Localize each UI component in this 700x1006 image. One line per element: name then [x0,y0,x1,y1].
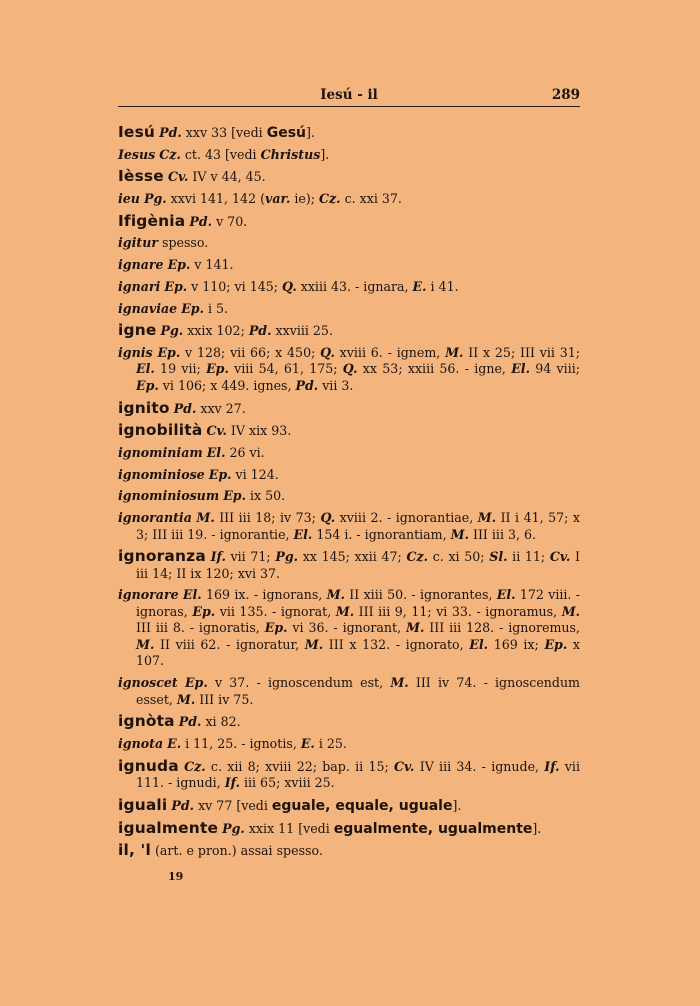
printer-signature: 19 [168,870,184,883]
entry-text: egualmente, ugualmente [333,820,533,837]
entry-text: i 5. [204,300,229,316]
entry-text: viii 54, 61, 175; [228,361,343,377]
dictionary-entry [118,168,580,186]
dictionary-entry [118,322,580,340]
dictionary-entry [118,124,580,142]
entry-text: M. [477,510,497,525]
entry-text: III iv 74. - ignoscendum esset, [136,675,581,707]
entry-text: iii 65; xviii 25. [239,775,335,791]
entry-text: Ep. [192,603,216,619]
entry-text: Ep. [181,300,204,316]
header-title: Iesú - il [320,87,378,103]
entry-headword: ignuda [118,756,179,775]
entry-text: vii 111. - ignudi, [136,758,580,791]
entry-text: xv 77 [vedi [194,797,272,813]
dictionary-entry [118,279,580,296]
dictionary-entry [118,736,580,753]
entry-text: I iii 14; II ix 120; xvi 37. [136,549,581,581]
entry-text: (art. e pron.) assai spesso. [150,843,323,859]
entry-headword: Iesú [118,123,156,141]
entry-text: Pd. [159,125,182,140]
entry-text: II x 25; III vii 31; [463,344,580,360]
entry-text: Q. [281,278,297,294]
dictionary-entry [118,147,580,164]
entry-text: vi 106; x 449. ignes, [158,377,296,393]
entry-text: Pd. [173,400,197,416]
entry-text: Cz. [406,549,429,565]
entry-text: xxvi 141, 142 ( [166,191,265,207]
entry-text: If. [210,549,226,565]
entry-text: xxix 11 [vedi [244,820,334,836]
entry-text: Cv. [393,758,415,774]
entry-text: M. [450,526,469,542]
entry-text: 19 vii; [154,361,207,377]
entry-text: 172 viii. - ignoras, [136,587,580,619]
entry-text: Christus [260,146,321,162]
entry-text: E. [412,278,427,294]
entry-text: Q. [320,510,336,525]
entry-text: Ep. [206,361,229,377]
running-header [118,84,580,107]
page-number: 289 [551,87,580,103]
dictionary-entry [118,758,580,792]
entry-text: If. [544,758,560,774]
entry-text: xviii 6. - ignem, [334,344,446,360]
entry-list [118,124,580,860]
entry-text: var. [265,191,291,207]
entry-text: El. [511,361,530,377]
entry-text: ie); [290,191,319,207]
entry-text: v 141. [190,257,234,273]
entry-text: M. [335,603,355,619]
entry-text: Pd. [178,714,202,730]
entry-text: M. [196,510,215,525]
entry-text: vi 36. - ignorant, [287,620,406,636]
entry-headword: ignòta [118,712,175,731]
entry-text: M. [445,344,464,360]
entry-text: El. [293,526,313,542]
entry-headword: il, 'l [118,841,151,860]
entry-text: III iv 75. [195,691,254,707]
entry-headword: ignare [118,257,164,273]
entry-text: Pg. [143,191,167,207]
entry-text: M. [326,587,345,603]
entry-headword: igualmente [118,818,219,837]
dictionary-entry [118,213,580,231]
entry-text: v 37. - ignoscendum est, [207,675,391,691]
entry-text: El. [469,636,489,652]
entry-headword: ignominiosum [118,488,220,504]
entry-text: xi 82. [201,714,241,730]
entry-text: E. [300,735,315,751]
dictionary-page [118,84,580,865]
entry-headword: ignominiam [118,444,203,460]
entry-headword: ignoranza [118,547,206,566]
entry-text: M. [561,603,581,619]
entry-text: Ep. [208,466,232,482]
entry-text: xxviii 25. [271,323,333,339]
entry-text: 169 ix; [488,636,545,652]
entry-headword: igne [118,321,157,340]
entry-headword: ignominiose [118,466,205,482]
entry-text: 94 viii; [529,361,580,377]
dictionary-entry [118,422,580,440]
dictionary-entry [118,235,580,252]
entry-text: II viii 62. - ignoratur, [154,636,305,652]
entry-text: Cz. [184,758,206,774]
entry-text: III iii 128. - ignoremus, [424,620,580,636]
entry-text: Pd. [189,213,213,229]
entry-headword: ieu [118,191,140,207]
entry-headword: igitur [118,235,158,251]
entry-text: i 11, 25. - ignotis, [181,735,301,751]
dictionary-entry [118,400,580,418]
entry-text: c. xxi 37. [340,191,402,207]
entry-text: vii 3. [318,377,354,393]
dictionary-entry [118,191,580,208]
entry-text: v 110; vi 145; [187,278,282,294]
entry-text: eguale, equale, uguale [271,797,453,814]
entry-text: III iii 18; iv 73; [214,510,321,525]
entry-headword: ignaviae [118,300,178,316]
entry-text: If. [224,775,240,791]
entry-text: ix 50. [245,488,286,504]
entry-text: Cz. [159,146,181,162]
entry-headword: ignoscet [118,675,178,691]
entry-text: IV iii 34. - ignude, [414,758,545,774]
entry-text: xviii 2. - ignorantiae, [335,510,478,525]
entry-text: IV xix 93. [226,423,292,439]
entry-text: xxv 27. [196,400,246,416]
entry-text: v 70. [212,213,248,229]
entry-text: vii 71; [225,549,276,565]
dictionary-entry [118,467,580,484]
entry-headword: Ifigènia [118,211,186,230]
entry-text: 26 vi. [225,444,265,460]
entry-text: vi 124. [231,466,279,482]
dictionary-entry [118,675,580,708]
dictionary-entry [118,713,580,731]
entry-headword: ignorantia [118,510,192,525]
entry-text: vii 135. - ignorat, [215,603,336,619]
entry-headword: iguali [118,795,168,814]
entry-text: ]. [306,125,315,140]
entry-text: El. [496,587,516,603]
entry-text: Ep. [223,488,246,504]
entry-text: Ep. [136,377,159,393]
entry-text: spesso. [157,235,209,251]
entry-text: III iii 3, 6. [468,526,537,542]
entry-text: v 128; vii 66; x 450; [180,344,321,360]
entry-text: Pg. [222,820,245,836]
entry-text: M. [390,675,409,691]
dictionary-entry [118,548,580,582]
entry-text: ]. [320,146,330,162]
dictionary-entry [118,301,580,318]
entry-text: xxix 102; [183,323,249,339]
entry-text: xxiii 43. - ignara, [296,278,413,294]
entry-text: i 25. [314,735,347,751]
entry-text: ]. [532,820,542,836]
entry-text: ii 11; [507,549,550,565]
dictionary-entry [118,257,580,274]
entry-text: Ep. [167,257,191,273]
entry-text: Cv. [549,549,571,565]
entry-text: Cv. [167,169,189,185]
entry-text: II i 41, 57; x 3; III iii 19. - ignorantie, [136,510,580,542]
dictionary-entry [118,345,580,395]
entry-text: Ep. [544,636,568,652]
entry-text: El. [206,444,226,460]
entry-text: xxv 33 [vedi [181,125,267,140]
entry-text: E. [167,735,182,751]
entry-text: x 107. [136,636,581,669]
entry-text: II xiii 50. - ignorantes, [344,587,497,603]
entry-text: Pd. [295,377,319,393]
entry-text: c. xi 50; [428,549,490,565]
entry-text: Cz. [319,191,341,207]
entry-text: Pg. [160,323,184,339]
entry-headword: ignorare [118,587,179,603]
dictionary-entry [118,820,580,838]
entry-text: Ep. [157,344,181,360]
entry-text: Pd. [248,323,272,339]
entry-headword: Ièsse [118,167,164,186]
dictionary-entry [118,842,580,860]
entry-headword: ignota [118,735,164,751]
dictionary-entry [118,797,580,815]
entry-text: Q. [320,344,335,360]
entry-text: El. [182,587,202,603]
entry-text: Pd. [171,797,195,813]
entry-headword: ignito [118,398,170,417]
entry-text: Ep. [264,620,288,636]
entry-text: M. [176,691,196,707]
entry-text: El. [136,361,155,377]
entry-text: III x 132. - ignorato, [323,636,470,652]
dictionary-entry [118,510,580,543]
dictionary-entry [118,445,580,462]
entry-headword: ignari [118,278,161,294]
entry-text: Cv. [206,423,227,439]
entry-text: xx 53; xxiii 56. - igne, [357,361,512,377]
entry-text: 154 i. - ignorantiam, [312,526,451,542]
entry-text: 169 ix. - ignorans, [201,587,327,603]
entry-headword: Iesus [118,146,156,162]
entry-text: Pg. [275,549,299,565]
entry-text: xx 145; xxii 47; [298,549,407,565]
entry-text: Q. [342,361,358,377]
entry-text: IV v 44, 45. [188,169,266,185]
entry-text: M. [406,620,425,636]
entry-text: i 41. [426,278,459,294]
entry-headword: ignobilità [118,421,203,440]
entry-text: III iii 9, 11; vi 33. - ignoramus, [354,603,562,619]
entry-text: c. xii 8; xviii 22; bap. ii 15; [205,758,394,774]
entry-text [178,675,185,690]
dictionary-entry [118,587,580,670]
dictionary-entry [118,488,580,505]
entry-text: ct. 43 [vedi [180,146,261,162]
entry-text: Gesú [266,125,307,141]
entry-text: Ep. [184,675,208,691]
entry-text: M. [304,636,324,652]
entry-text: III iii 8. - ignoratis, [136,620,265,636]
entry-text: ]. [452,797,462,813]
entry-text: M. [136,636,155,652]
entry-text: Ep. [164,278,188,294]
entry-headword: ignis [118,344,153,360]
entry-text: Sl. [489,549,508,565]
